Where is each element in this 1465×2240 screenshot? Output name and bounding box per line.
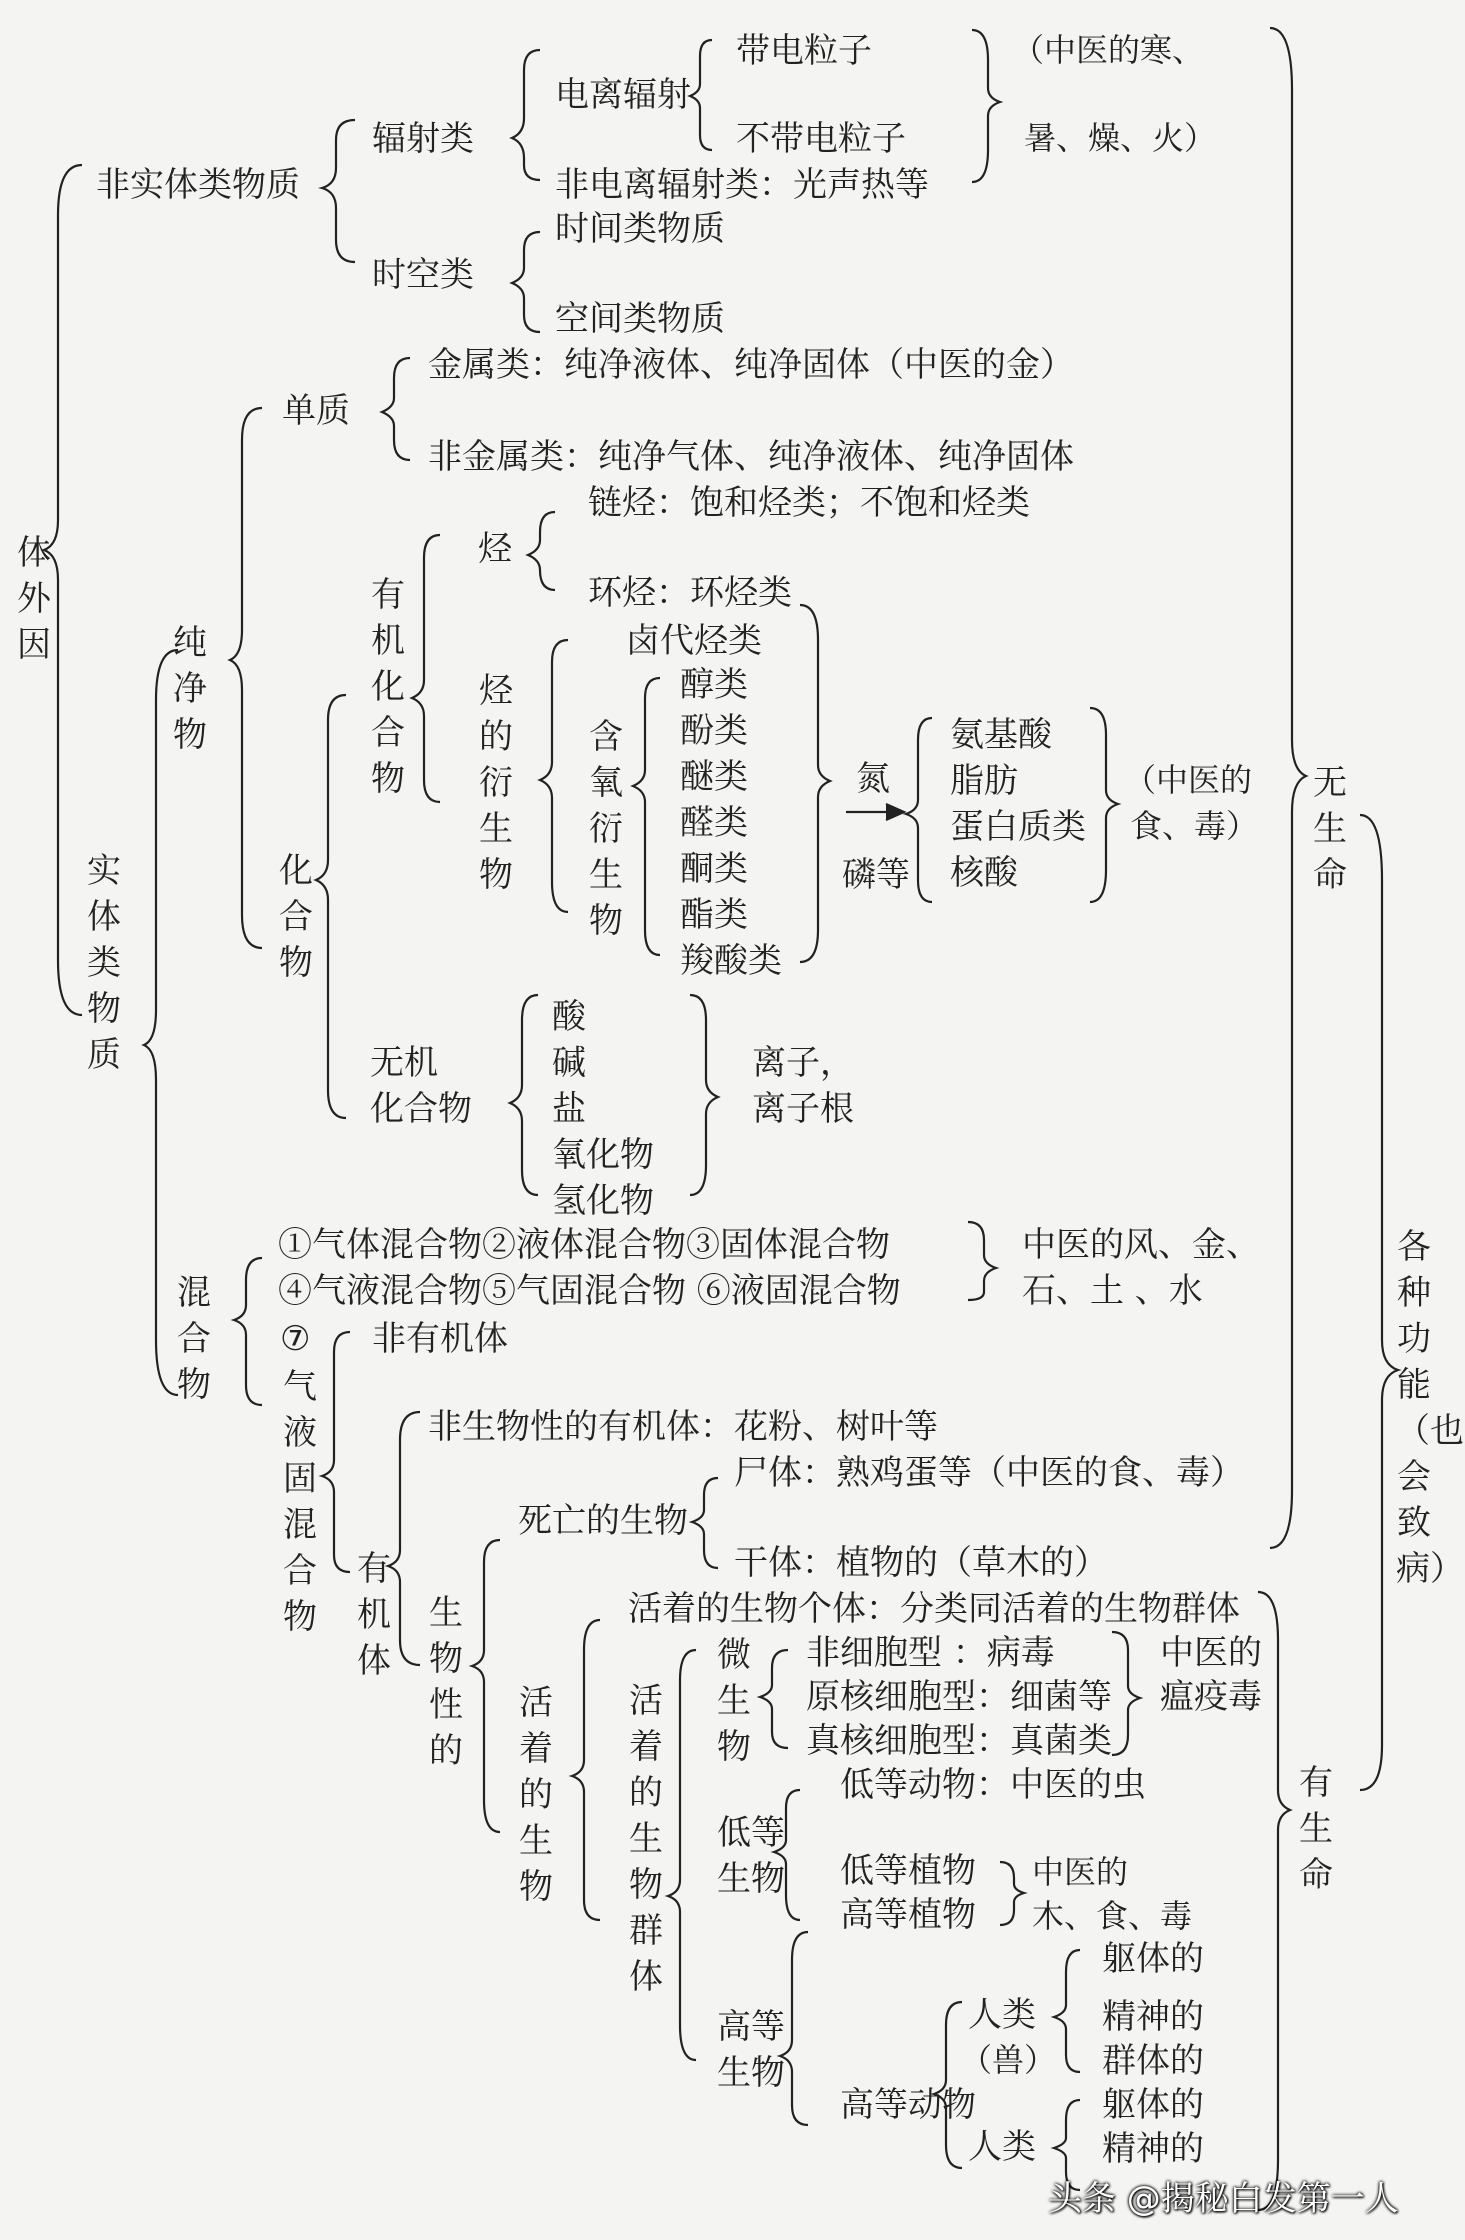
group-brace	[668, 1650, 696, 2060]
node-mix7-name: 气液固混合物	[283, 1367, 317, 1637]
node-eukaryote: 真核细胞型：真菌类	[806, 1721, 1112, 1761]
node-group: 活着的生物群体	[629, 1681, 663, 1997]
node-nucleic: 核酸	[950, 853, 1018, 893]
node-ionizing: 电离辐射	[555, 75, 691, 115]
node-element: 单质	[282, 391, 350, 431]
note-tcm-wind2: 石、土 、水	[1022, 1271, 1203, 1311]
node-base: 碱	[552, 1043, 586, 1083]
node-alive: 活着的生物	[519, 1683, 553, 1907]
node-ion: 离子，	[752, 1043, 854, 1083]
node-uncharged: 不带电粒子	[736, 119, 906, 159]
node-prokaryote: 原核细胞型：细菌等	[806, 1677, 1112, 1717]
note-tcm-wood1: 中医的	[1032, 1853, 1129, 1891]
node-nitrogen: 氮	[856, 759, 890, 799]
node-human: 人类	[968, 2127, 1036, 2167]
dead-brace	[692, 1478, 718, 1568]
node-substance: 实体类物质	[87, 851, 121, 1075]
node-metal: 金属类：纯净液体、纯净固体（中医的金）	[428, 345, 1074, 385]
bio-brace	[472, 1540, 500, 1832]
node-amino: 氨基酸	[950, 715, 1052, 755]
mixture-brace	[234, 1258, 262, 1405]
node-derivative: 烃的衍生物	[479, 671, 513, 895]
radiation-brace	[512, 50, 540, 180]
node-aldehyde: 醛类	[680, 803, 748, 843]
alive-brace	[572, 1620, 600, 1920]
node-non-organism: 非有机体	[372, 1319, 508, 1359]
node-radical: 离子根	[752, 1089, 854, 1129]
node-organic: 有机化合物	[371, 575, 405, 799]
note-tcm-food1: （中医的	[1124, 761, 1253, 799]
derivative-brace	[540, 640, 568, 912]
node-inorganic-1: 无机	[370, 1043, 438, 1083]
node-nonbio: 非生物性的有机体：花粉、树叶等	[428, 1407, 938, 1447]
node-living: 有生命	[1299, 1763, 1333, 1895]
node-mind2: 精神的	[1102, 2129, 1204, 2169]
ionizing-brace	[690, 40, 712, 150]
node-oxy: 含氧衍生物	[589, 717, 623, 941]
node-lower-animal: 低等动物：中医的虫	[840, 1765, 1146, 1805]
node-body1: 躯体的	[1102, 1939, 1204, 1979]
note-tcm-cold: （中医的寒、	[1012, 31, 1205, 69]
node-space: 空间类物质	[555, 299, 725, 339]
node-compound: 化合物	[279, 851, 313, 983]
note-tcm-heat: 暑、燥、火）	[1024, 119, 1217, 157]
node-phenol: 酚类	[680, 711, 748, 751]
node-oxide: 氧化物	[552, 1135, 654, 1175]
node-spacetime: 时空类	[372, 255, 474, 295]
node-charged: 带电粒子	[736, 31, 872, 71]
node-ring: 环烃：环烃类	[588, 573, 792, 613]
plant-tcm-brace	[1000, 1862, 1024, 1925]
mix-tcm-brace	[968, 1222, 996, 1300]
biomolecule-tcm-brace	[1090, 708, 1118, 902]
note-tcm-wind1: 中医的风、金、	[1022, 1225, 1260, 1265]
node-beast: （兽）	[960, 2041, 1057, 2079]
node-body2: 躯体的	[1102, 2085, 1204, 2125]
node-individual: 活着的生物个体：分类同活着的生物群体	[628, 1589, 1240, 1629]
root-label: 体外因	[17, 533, 51, 665]
note-tcm-wood2: 木、食、毒	[1032, 1897, 1193, 1935]
node-bio: 生物性的	[429, 1593, 463, 1771]
node-acellular: 非细胞型 ：病毒	[806, 1633, 1055, 1673]
node-dead: 死亡的生物	[518, 1501, 688, 1541]
node-nonionizing: 非电离辐射类：光声热等	[555, 165, 929, 205]
node-higher-plant: 高等植物	[840, 1895, 976, 1935]
node-salt: 盐	[552, 1089, 586, 1129]
node-ether: 醚类	[680, 757, 748, 797]
node-protein: 蛋白质类	[950, 807, 1086, 847]
functions-brace	[1360, 815, 1398, 1790]
mix7-brace	[322, 1332, 350, 1572]
living-brace	[1258, 1592, 1290, 2210]
node-ketone: 酮类	[680, 849, 748, 889]
watermark: 头条 @揭秘白发第一人	[1048, 2179, 1399, 2219]
node-radiation: 辐射类	[372, 119, 474, 159]
arrow-head	[886, 804, 904, 820]
element-brace	[382, 358, 410, 460]
nonsubstance-brace	[322, 120, 355, 262]
nonliving-brace	[1270, 28, 1306, 1548]
node-nonmetal: 非金属类：纯净气体、纯净液体、纯净固体	[428, 437, 1074, 477]
node-phosphorus: 磷等	[842, 855, 910, 895]
node-ester: 酯类	[680, 895, 748, 935]
pure-brace	[230, 408, 262, 948]
node-mix-row1: ①气体混合物②液体混合物③固体混合物	[278, 1225, 890, 1265]
node-organism: 有机体	[357, 1549, 391, 1681]
node-dry: 干体：植物的（草木的）	[734, 1543, 1108, 1583]
node-acid: 酸	[552, 997, 586, 1037]
node-lower-plant: 低等植物	[840, 1851, 976, 1891]
node-humanlike: 人类	[968, 1995, 1036, 2035]
inorganic-brace	[510, 995, 538, 1195]
node-inorganic-2: 化合物	[370, 1089, 472, 1129]
oxy-brace	[633, 678, 660, 955]
node-chain: 链烃：饱和烃类；不饱和烃类	[588, 483, 1030, 523]
tcm-cold-brace	[972, 30, 1000, 182]
humanlike-brace	[1054, 1950, 1080, 2072]
node-acid-c: 羧酸类	[680, 941, 782, 981]
node-hydrocarbon: 烃	[478, 529, 512, 569]
derivative-join-brace	[800, 605, 830, 962]
note-tcm-plague2: 瘟疫毒	[1160, 1677, 1262, 1717]
hydrocarbon-brace	[528, 512, 555, 590]
node-time: 时间类物质	[555, 209, 725, 249]
node-mix-row2: ④气液混合物⑤气固混合物 ⑥液固混合物	[278, 1271, 901, 1311]
node-pure: 纯净物	[173, 623, 207, 755]
node-higher: 高等生物	[717, 2007, 785, 2093]
organic-brace	[412, 535, 440, 802]
node-lower-1: 低等生物	[717, 1813, 785, 1899]
ion-brace	[690, 995, 718, 1195]
node-functions: 各种功能（也会致病）	[1396, 1227, 1464, 1589]
note-tcm-food2: 食、毒）	[1130, 807, 1259, 845]
node-mixture: 混合物	[177, 1273, 211, 1405]
compound-brace	[316, 695, 346, 1118]
node-micro: 微生物	[717, 1635, 751, 1767]
node-mind1: 精神的	[1102, 1997, 1204, 2037]
node-alcohol: 醇类	[680, 665, 748, 705]
spacetime-brace	[512, 232, 540, 332]
node-group1: 群体的	[1102, 2041, 1204, 2081]
node-hydride: 氢化物	[552, 1181, 654, 1221]
node-nonsubstance: 非实体类物质	[96, 165, 300, 205]
organism-brace	[388, 1412, 420, 1665]
node-fat: 脂肪	[950, 761, 1018, 801]
note-tcm-plague1: 中医的	[1160, 1633, 1262, 1673]
node-mix7-num: ⑦	[280, 1319, 311, 1359]
node-halo: 卤代烃类	[626, 621, 762, 661]
node-corpse: 尸体：熟鸡蛋等（中医的食、毒）	[734, 1453, 1244, 1493]
substance-brace	[144, 650, 178, 1395]
node-higher-animal: 高等动物	[840, 2085, 976, 2125]
micro-tcm-brace	[1112, 1632, 1140, 1755]
human-brace	[1054, 2100, 1080, 2190]
micro-brace	[760, 1650, 788, 1748]
node-nonliving: 无生命	[1313, 763, 1347, 895]
